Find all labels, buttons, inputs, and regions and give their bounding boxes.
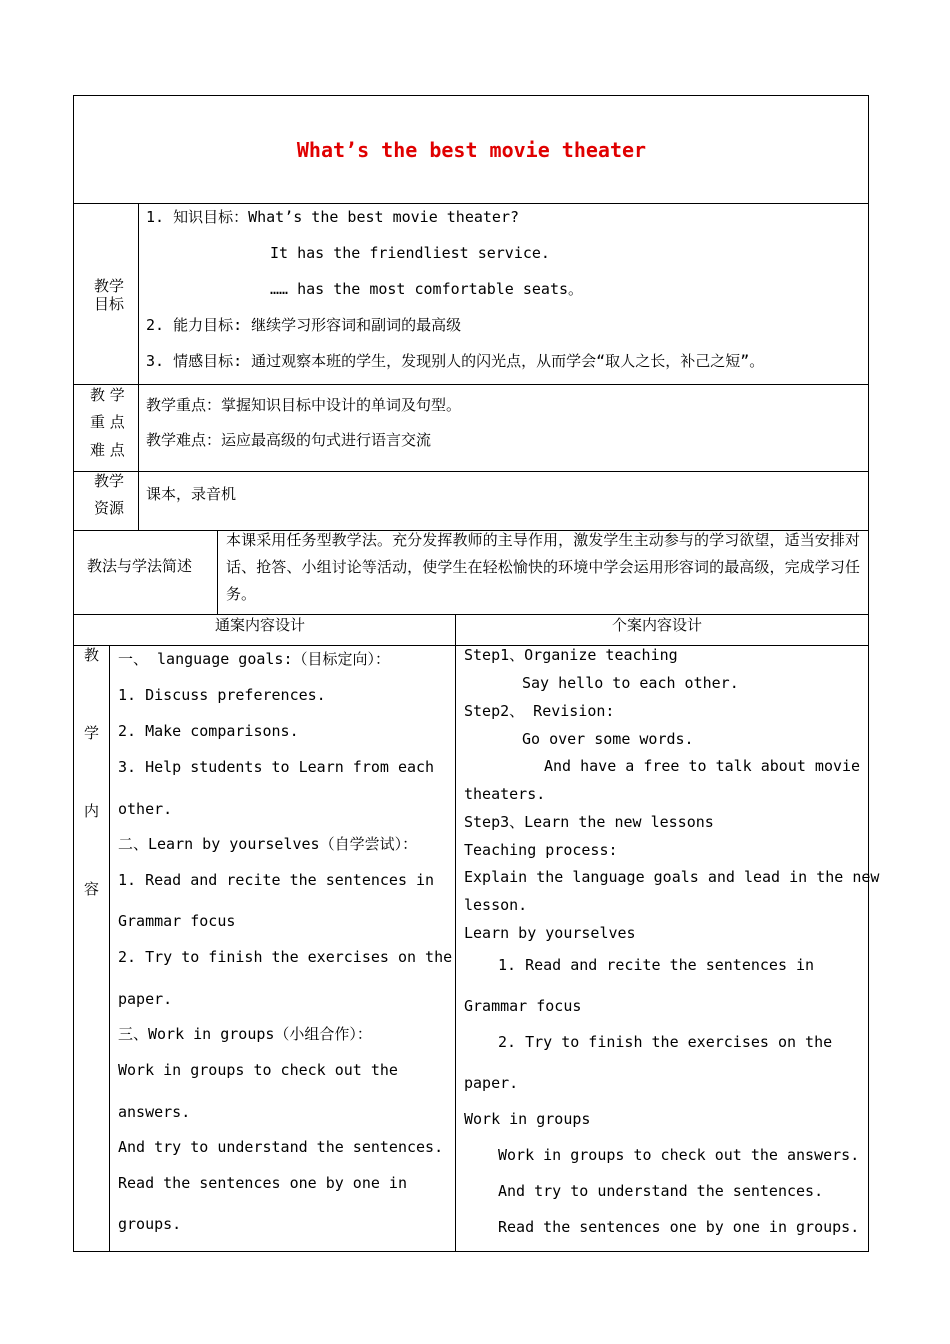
- keypoint-line: 教学难点：运应最高级的句式进行语言交流: [146, 431, 432, 449]
- individual-line: Teaching process:: [464, 841, 618, 859]
- objective-line: …… has the most comfortable seats。: [270, 280, 584, 298]
- general-line: 2. Make comparisons.: [118, 722, 299, 740]
- individual-line: Go over some words.: [522, 730, 694, 748]
- keypoints-label: 难 点: [90, 441, 125, 459]
- general-line: other.: [118, 800, 173, 818]
- objective-line: 2. 能力目标: 继续学习形容词和副词的最高级: [146, 316, 462, 334]
- general-line: answers.: [118, 1103, 191, 1121]
- row-divider: [73, 614, 869, 615]
- row-divider: [73, 203, 869, 204]
- objective-line: 3. 情感目标: 通过观察本班的学生，发现别人的闪光点，从而学会“取人之长，补己之短”。: [146, 352, 765, 370]
- individual-line: Say hello to each other.: [522, 674, 739, 692]
- resources-label: 资源: [94, 499, 125, 517]
- objective-line: It has the friendliest service.: [270, 244, 550, 262]
- general-design-header: 通案内容设计: [215, 616, 306, 634]
- general-line: Grammar focus: [118, 912, 236, 930]
- col-divider: [455, 614, 456, 1252]
- individual-line: paper.: [464, 1074, 519, 1092]
- individual-line: Explain the language goals and lead in the new: [464, 868, 880, 886]
- individual-line: lesson.: [464, 896, 528, 914]
- general-line: groups.: [118, 1215, 182, 1233]
- objective-line: 1. 知识目标：What’s the best movie theater?: [146, 208, 520, 226]
- individual-line: 1. Read and recite the sentences in: [498, 956, 815, 974]
- individual-line: 2. Try to finish the exercises on the: [498, 1033, 833, 1051]
- general-line: 3. Help students to Learn from each: [118, 758, 435, 776]
- col-divider: [109, 645, 110, 1252]
- individual-line: Grammar focus: [464, 997, 582, 1015]
- individual-line: theaters.: [464, 785, 546, 803]
- individual-line: Step1、Organize teaching: [464, 646, 678, 664]
- general-line: 2. Try to finish the exercises on the: [118, 948, 453, 966]
- general-line: Read the sentences one by one in: [118, 1174, 407, 1192]
- keypoint-line: 教学重点：掌握知识目标中设计的单词及句型。: [146, 396, 462, 414]
- keypoints-label: 重 点: [90, 413, 125, 431]
- individual-line: Work in groups to check out the answers.: [498, 1146, 860, 1164]
- general-line: 三、Work in groups（小组合作）：: [118, 1025, 372, 1043]
- methods-label: 教法与学法简述: [87, 557, 193, 575]
- general-line: And try to understand the sentences.: [118, 1138, 444, 1156]
- individual-line: Work in groups: [464, 1110, 591, 1128]
- individual-line: And try to understand the sentences.: [498, 1182, 824, 1200]
- content-side-label: 内: [84, 802, 100, 820]
- resources-text: 课本，录音机: [146, 485, 237, 503]
- general-line: 1. Read and recite the sentences in: [118, 871, 435, 889]
- row-divider: [73, 384, 869, 385]
- keypoints-label: 教 学: [90, 386, 125, 404]
- general-line: paper.: [118, 990, 173, 1008]
- row-divider: [73, 471, 869, 472]
- resources-label: 教学: [94, 472, 125, 490]
- individual-line: And have a free to talk about movie: [544, 757, 861, 775]
- general-line: 1. Discuss preferences.: [118, 686, 326, 704]
- objectives-label: 教学目标: [93, 277, 124, 313]
- content-side-label: 教: [84, 646, 100, 664]
- individual-design-header: 个案内容设计: [612, 616, 703, 634]
- individual-line: Read the sentences one by one in groups.: [498, 1218, 860, 1236]
- individual-line: Step3、Learn the new lessons: [464, 813, 714, 831]
- content-side-label: 容: [84, 880, 100, 898]
- content-side-label: 学: [84, 724, 100, 742]
- general-line: 二、Learn by yourselves（自学尝试）：: [118, 835, 418, 853]
- individual-line: Step2、 Revision:: [464, 702, 615, 720]
- col-divider: [217, 530, 218, 614]
- general-line: Work in groups to check out the: [118, 1061, 398, 1079]
- col-divider: [138, 203, 139, 530]
- individual-line: Learn by yourselves: [464, 924, 636, 942]
- general-line: 一、 language goals:（目标定向）：: [118, 650, 390, 668]
- page-title: What’s the best movie theater: [296, 138, 647, 162]
- methods-text: 本课采用任务型教学法。充分发挥教师的主导作用，激发学生主动参与的学习欲望，适当安排对话、抢答、小组讨论等活动，使学生在轻松愉快的环境中学会运用形容词的最高级，完成学习任务。: [226, 531, 860, 603]
